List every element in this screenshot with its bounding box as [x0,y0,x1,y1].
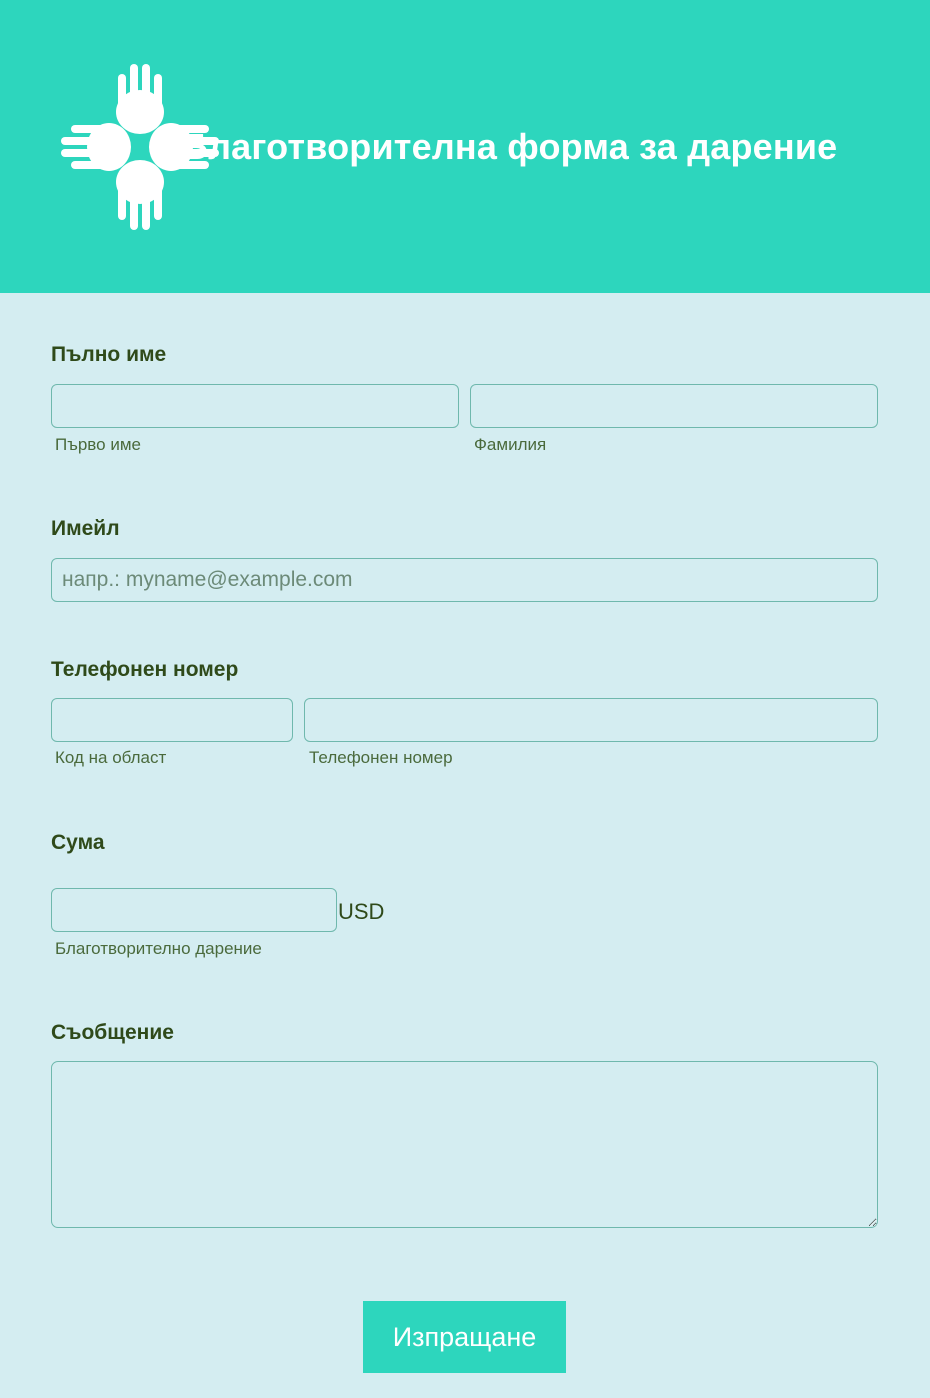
form-body [0,293,930,1398]
first-name-sublabel: Първо име [55,435,141,454]
email-label: Имейл [51,517,120,540]
currency-label: USD [338,899,385,924]
area-code-sublabel: Код на област [55,748,167,767]
form-header [0,0,930,293]
submit-button[interactable]: Изпращане [363,1301,566,1373]
phone-number-input[interactable] [304,698,878,742]
last-name-input[interactable] [470,384,878,428]
full-name-label: Пълно име [51,343,167,366]
phone-label: Телефонен номер [51,658,239,681]
message-textarea[interactable] [51,1061,878,1228]
first-name-input[interactable] [51,384,459,428]
email-field[interactable] [51,558,878,602]
page-title: Благотворителна форма за дарение [182,126,838,167]
amount-sublabel: Благотворително дарение [55,939,262,958]
last-name-sublabel: Фамилия [474,435,547,454]
message-label: Съобщение [51,1021,174,1044]
phone-number-sublabel: Телефонен номер [309,748,453,767]
amount-label: Сума [51,831,105,854]
area-code-input[interactable] [51,698,293,742]
amount-input[interactable] [51,888,337,932]
